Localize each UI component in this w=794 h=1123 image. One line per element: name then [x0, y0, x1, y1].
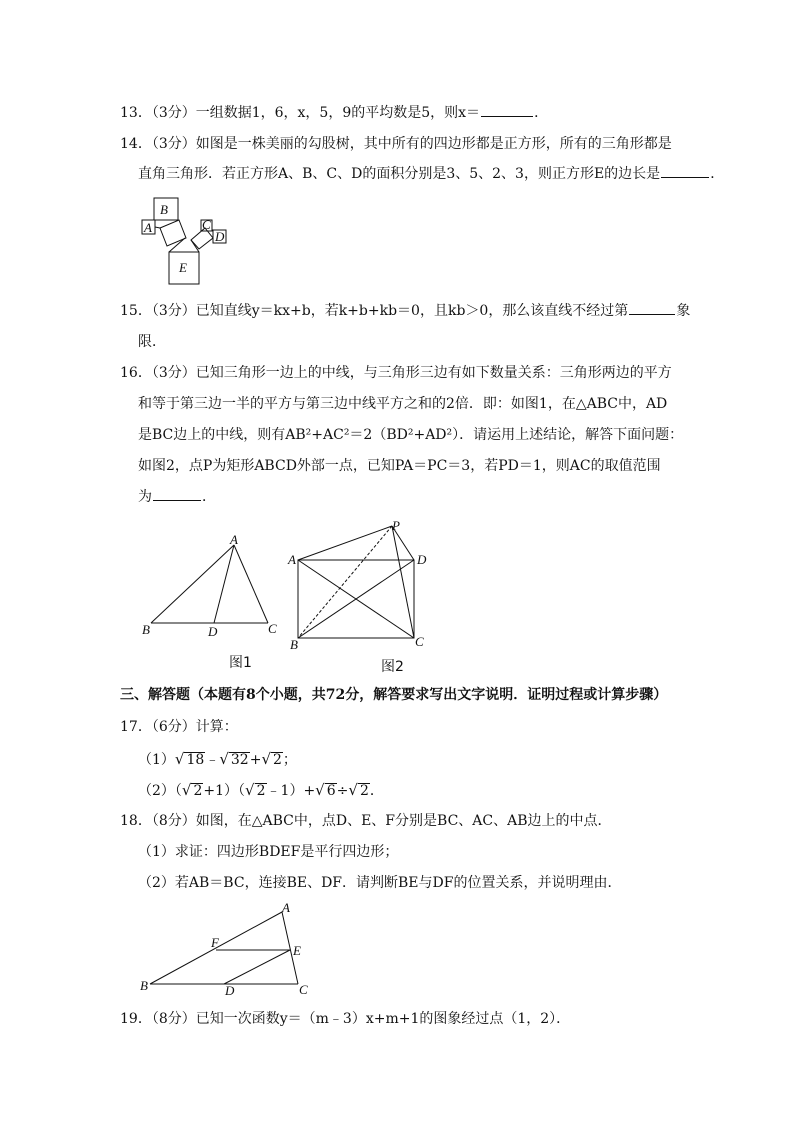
fig1-label-D: D — [208, 624, 218, 639]
fig2-label-A: A — [288, 552, 296, 567]
label-D: D — [215, 229, 225, 244]
answer-blank — [629, 302, 675, 315]
answer-blank — [661, 165, 709, 178]
q18-label-F: F — [211, 935, 219, 950]
question-16-line2: 和等于第三边一半的平方与第三边中线平方之和的2倍．即：如图1，在△ABC中，AD — [138, 396, 668, 412]
answer-blank — [481, 104, 533, 117]
label-A: A — [144, 220, 152, 235]
figure-q18-triangle — [136, 898, 316, 1000]
square-left-big — [160, 220, 186, 246]
question-17-part2: （2）（√ 2+1）（√ 2﹣1）+√ 6÷√ 2． — [138, 781, 384, 799]
question-13: 13．（3分）一组数据1，6，x，5，9的平均数是5，则x＝ ． — [120, 105, 549, 121]
sqrt-icon: √ — [174, 750, 185, 768]
figure-2-caption: 图2 — [381, 659, 404, 675]
answer-blank — [153, 488, 201, 501]
question-18-stem: 18．（8分）如图，在△ABC中，点D、E、F分别是BC、AC、AB边上的中点． — [120, 813, 612, 829]
question-16-line4: 如图2，点P为矩形ABCD外部一点，已知PA＝PC＝3，若PD＝1，则AC的取值范围 — [138, 458, 661, 474]
q18-label-A: A — [282, 900, 290, 915]
sqrt-icon: √ — [261, 750, 271, 768]
q18-label-E: E — [293, 943, 301, 958]
fig1-label-C: C — [268, 621, 277, 636]
question-16-line3: 是BC边上的中线，则有AB²+AC²＝2（BD²+AD²）．请运用上述结论，解答下面问题： — [138, 427, 684, 443]
pythagoras-tree-figure — [138, 192, 238, 290]
label-C: C — [202, 217, 211, 232]
question-16-line1: 16．（3分）已知三角形一边上的中线，与三角形三边有如下数量关系：三角形两边的平方 — [120, 365, 672, 381]
question-19-stem: 19．（8分）已知一次函数y＝（m﹣3）x+m+1的图象经过点（1，2）． — [120, 1011, 571, 1027]
question-14-line2: 直角三角形．若正方形A、B、C、D的面积分别是3、5、2、3，则正方形E的边长是 ． — [138, 166, 725, 182]
question-17-part1: （1）√ 18﹣√ 32+√ 2； — [138, 750, 297, 768]
question-17-stem: 17．（6分）计算： — [120, 719, 238, 735]
question-15-line2: 限． — [138, 334, 166, 350]
question-14-line1: 14．（3分）如图是一株美丽的勾股树，其中所有的四边形都是正方形，所有的三角形都是 — [120, 136, 672, 152]
question-18-part2: （2）若AB＝BC，连接BE、DF．请判断BE与DF的位置关系，并说明理由． — [138, 875, 622, 891]
sqrt-icon: √ — [348, 781, 358, 799]
label-E: E — [179, 260, 187, 275]
fig1-label-A: A — [230, 534, 238, 547]
sqrt-icon: √ — [245, 781, 255, 799]
question-18-part1: （1）求证：四边形BDEF是平行四边形； — [138, 844, 399, 860]
fig2-label-P: P — [392, 518, 400, 533]
sqrt-icon: √ — [315, 781, 325, 799]
q18-label-B: B — [140, 978, 148, 993]
fig2-label-D: D — [417, 552, 427, 567]
q18-label-D: D — [225, 983, 235, 998]
question-15-line1: 15．（3分）已知直线y＝kx+b，若k+b+kb＝0，且kb＞0，那么该直线不经过第 象 — [120, 303, 691, 319]
fig2-label-C: C — [415, 634, 424, 649]
q18-label-C: C — [299, 982, 308, 997]
sqrt-icon: √ — [219, 750, 229, 768]
fig2-label-B: B — [290, 637, 298, 652]
figure-2-rectangle — [286, 516, 436, 654]
label-B: B — [160, 202, 168, 217]
figure-1-caption: 图1 — [229, 655, 252, 671]
figure-1-triangle — [138, 534, 288, 646]
section-3-heading: 三、解答题（本题有8个小题，共72分，解答要求写出文字说明．证明过程或计算步骤） — [120, 687, 668, 703]
sqrt-icon: √ — [181, 781, 192, 799]
question-16-line5: 为 ． — [138, 489, 216, 505]
fig1-label-B: B — [142, 622, 150, 637]
q13-text: 13．（3分）一组数据1，6，x，5，9的平均数是5，则x＝ — [120, 105, 481, 121]
